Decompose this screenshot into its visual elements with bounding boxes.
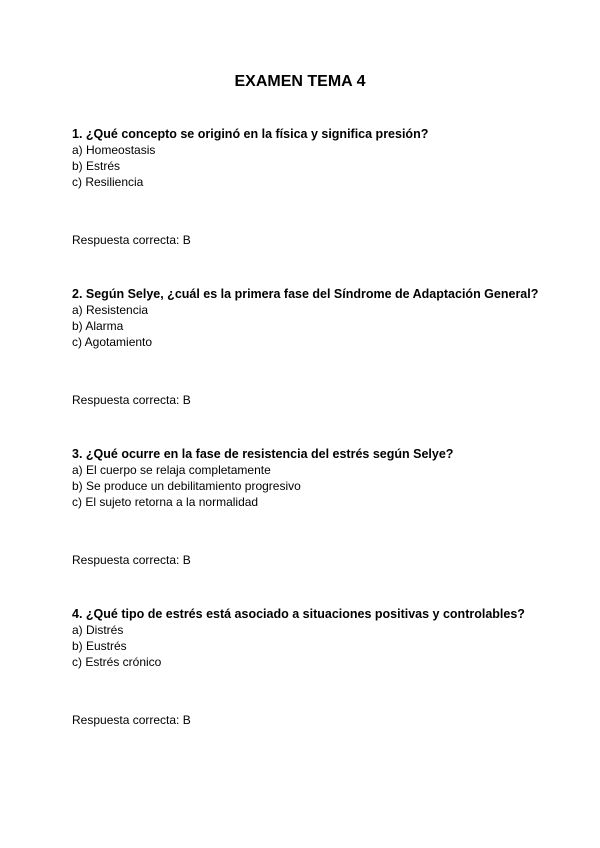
option-b: b) Estrés xyxy=(72,159,121,173)
question-block-4 xyxy=(72,606,572,728)
page-title: EXAMEN TEMA 4 xyxy=(234,73,366,90)
option-b: b) Alarma xyxy=(72,319,124,333)
question-block-2 xyxy=(72,286,572,408)
question-block-3 xyxy=(72,446,572,568)
correct-answer: Respuesta correcta: B xyxy=(72,553,191,567)
correct-answer: Respuesta correcta: B xyxy=(72,713,191,727)
correct-answer: Respuesta correcta: B xyxy=(72,233,191,247)
option-c: c) Agotamiento xyxy=(72,335,153,349)
question-block-1 xyxy=(72,126,572,248)
question-text: 3. ¿Qué ocurre en la fase de resistencia del estrés según Selye? xyxy=(72,447,454,461)
question-text: 1. ¿Qué concepto se originó en la física y significa presión? xyxy=(72,127,429,141)
option-a: a) Distrés xyxy=(72,623,124,637)
option-c: c) Estrés crónico xyxy=(72,655,162,669)
correct-answer: Respuesta correcta: B xyxy=(72,393,191,407)
option-a: a) Homeostasis xyxy=(72,143,156,157)
question-text: 2. Según Selye, ¿cuál es la primera fase del Síndrome de Adaptación General? xyxy=(72,287,539,301)
option-b: b) Eustrés xyxy=(72,639,127,653)
option-a: a) El cuerpo se relaja completamente xyxy=(72,463,271,477)
question-text: 4. ¿Qué tipo de estrés está asociado a situaciones positivas y controlables? xyxy=(72,607,525,621)
option-c: c) Resiliencia xyxy=(72,175,144,189)
option-a: a) Resistencia xyxy=(72,303,149,317)
option-b: b) Se produce un debilitamiento progresivo xyxy=(72,479,301,493)
option-c: c) El sujeto retorna a la normalidad xyxy=(72,495,259,509)
